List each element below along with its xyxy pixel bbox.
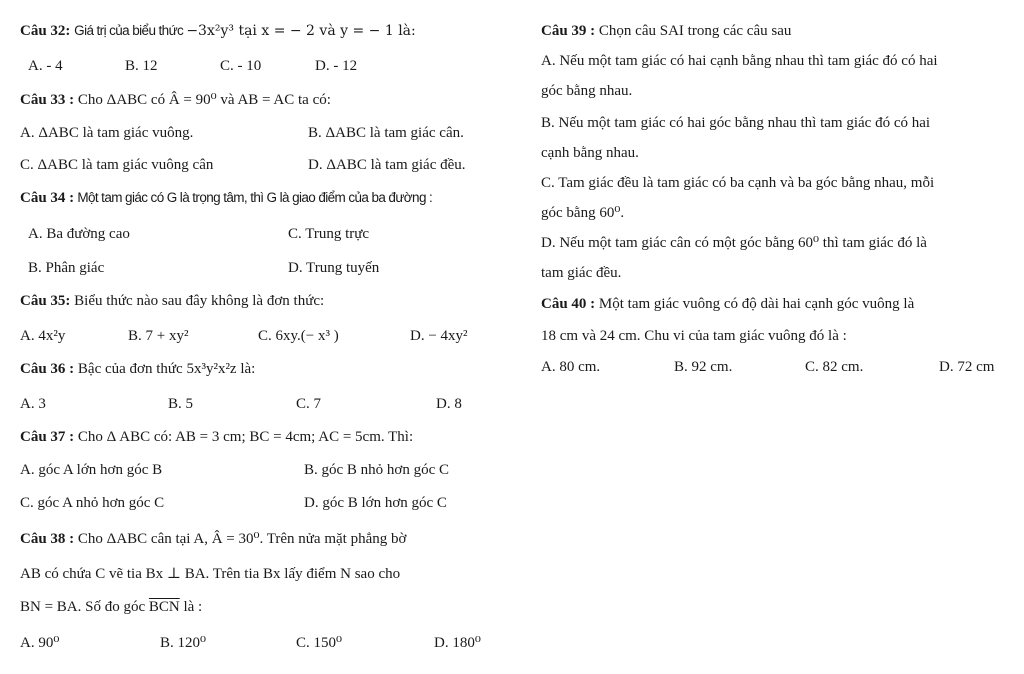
question-32-option-b[interactable]: B. 12: [125, 58, 158, 74]
question-40-option-c[interactable]: C. 82 cm.: [805, 359, 864, 375]
question-34-option-d[interactable]: D. Trung tuyến: [288, 260, 380, 276]
question-35-option-a[interactable]: A. 4x²y: [20, 328, 66, 344]
question-39-stem: Chọn câu SAI trong các câu sau: [595, 23, 792, 39]
question-39-option-a[interactable]: A. Nếu một tam giác có hai cạnh bằng nhau thì tam giác đó có hai: [541, 53, 938, 69]
question-39: [541, 22, 791, 40]
question-38-line-3a: BN = BA. Số đo góc: [20, 599, 149, 615]
question-39-option-d-cont: tam giác đều.: [541, 265, 622, 281]
question-38-line-2: AB có chứa C vẽ tia Bx ⊥ BA. Trên tia Bx lấy điểm N sao cho: [20, 566, 401, 582]
question-39-option-c[interactable]: C. Tam giác đều là tam giác có ba cạnh và ba góc bằng nhau, mỗi: [541, 175, 935, 191]
question-37-option-b[interactable]: B. góc B nhỏ hơn góc C: [304, 462, 450, 478]
question-32-option-c[interactable]: C. - 10: [220, 58, 262, 74]
question-33-option-a[interactable]: A. ΔABC là tam giác vuông.: [20, 125, 194, 141]
question-33-option-b[interactable]: B. ΔABC là tam giác cân.: [308, 125, 464, 141]
question-38-line-3b: là :: [179, 599, 203, 615]
question-32-option-a[interactable]: A. - 4: [28, 58, 63, 74]
question-32-option-d[interactable]: D. - 12: [315, 58, 358, 74]
question-32-expression: −3x²y³: [186, 23, 234, 39]
question-38-label: Câu 38 :: [20, 531, 75, 547]
question-36: [20, 360, 255, 378]
question-38: [20, 530, 406, 548]
question-35-option-c[interactable]: C. 6xy.(− x³ ): [258, 328, 339, 344]
question-40-stem: Một tam giác vuông có độ dài hai cạnh góc vuông là: [595, 296, 915, 312]
question-40-option-a[interactable]: A. 80 cm.: [541, 359, 601, 375]
question-38-line-1: Cho ΔABC cân tại A, Â = 30⁰. Trên nửa mặt phẳng bờ: [74, 531, 407, 547]
question-39-option-b[interactable]: B. Nếu một tam giác có hai góc bằng nhau thì tam giác đó có hai: [541, 115, 931, 131]
question-37-stem: Cho Δ ABC có: AB = 3 cm; BC = 4cm; AC = 5cm. Thì:: [74, 429, 414, 445]
question-36-label: Câu 36 :: [20, 361, 75, 377]
question-36-option-d[interactable]: D. 8: [436, 396, 462, 412]
question-38-option-d[interactable]: D. 180⁰: [434, 635, 481, 651]
question-40-label: Câu 40 :: [541, 296, 596, 312]
question-40: [541, 295, 914, 313]
question-34-option-b[interactable]: B. Phân giác: [28, 260, 105, 276]
question-32-stem: Giá trị của biểu thức: [74, 23, 187, 38]
question-37-label: Câu 37 :: [20, 429, 75, 445]
question-37-option-d[interactable]: D. góc B lớn hơn góc C: [304, 495, 447, 511]
question-39-option-a-cont: góc bằng nhau.: [541, 83, 633, 99]
question-32-tail: tại x = − 2 và y = − 1 là:: [234, 23, 416, 39]
question-35: [20, 292, 324, 310]
question-40-option-b[interactable]: B. 92 cm.: [674, 359, 733, 375]
question-35-option-b[interactable]: B. 7 + xy²: [128, 328, 189, 344]
question-33-option-c[interactable]: C. ΔABC là tam giác vuông cân: [20, 157, 214, 173]
question-36-stem: Bậc của đơn thức 5x³y²x²z là:: [74, 361, 256, 377]
question-38-line-3: [20, 598, 202, 616]
question-40-option-d[interactable]: D. 72 cm: [939, 359, 995, 375]
question-33-stem: Cho ΔABC có Â = 90⁰ và AB = AC ta có:: [74, 92, 331, 108]
question-38-angle: $\overline{BCN}$: [148, 599, 180, 615]
question-33-label: Câu 33 :: [20, 92, 75, 108]
question-38-option-a[interactable]: A. 90⁰: [20, 635, 60, 651]
question-39-option-b-cont: cạnh bằng nhau.: [541, 145, 639, 161]
question-32: [20, 22, 416, 40]
question-34: [20, 189, 432, 207]
question-34-label: Câu 34 :: [20, 190, 75, 206]
question-35-option-d[interactable]: D. − 4xy²: [410, 328, 468, 344]
question-35-stem: Biểu thức nào sau đây không là đơn thức:: [70, 293, 325, 309]
question-37-option-a[interactable]: A. góc A lớn hơn góc B: [20, 462, 163, 478]
question-34-option-a[interactable]: A. Ba đường cao: [28, 226, 130, 242]
question-38-option-c[interactable]: C. 150⁰: [296, 635, 343, 651]
question-33: [20, 91, 331, 109]
question-39-option-d[interactable]: D. Nếu một tam giác cân có một góc bằng 60⁰ thì tam giác đó là: [541, 235, 927, 251]
question-34-option-c[interactable]: C. Trung trực: [288, 226, 370, 242]
question-39-option-c-cont: góc bằng 60⁰.: [541, 205, 625, 221]
question-37-option-c[interactable]: C. góc A nhỏ hơn góc C: [20, 495, 165, 511]
question-34-stem: Một tam giác có G là trọng tâm, thì G là giao điểm của ba đường :: [74, 190, 433, 205]
question-36-option-b[interactable]: B. 5: [168, 396, 194, 412]
question-36-option-a[interactable]: A. 3: [20, 396, 46, 412]
question-40-stem-cont: 18 cm và 24 cm. Chu vi của tam giác vuông đó là :: [541, 328, 847, 344]
question-33-option-d[interactable]: D. ΔABC là tam giác đều.: [308, 157, 466, 173]
question-38-option-b[interactable]: B. 120⁰: [160, 635, 207, 651]
question-36-option-c[interactable]: C. 7: [296, 396, 322, 412]
question-37: [20, 428, 413, 446]
question-35-label: Câu 35:: [20, 293, 71, 309]
question-32-label: Câu 32:: [20, 23, 71, 39]
question-39-label: Câu 39 :: [541, 23, 596, 39]
